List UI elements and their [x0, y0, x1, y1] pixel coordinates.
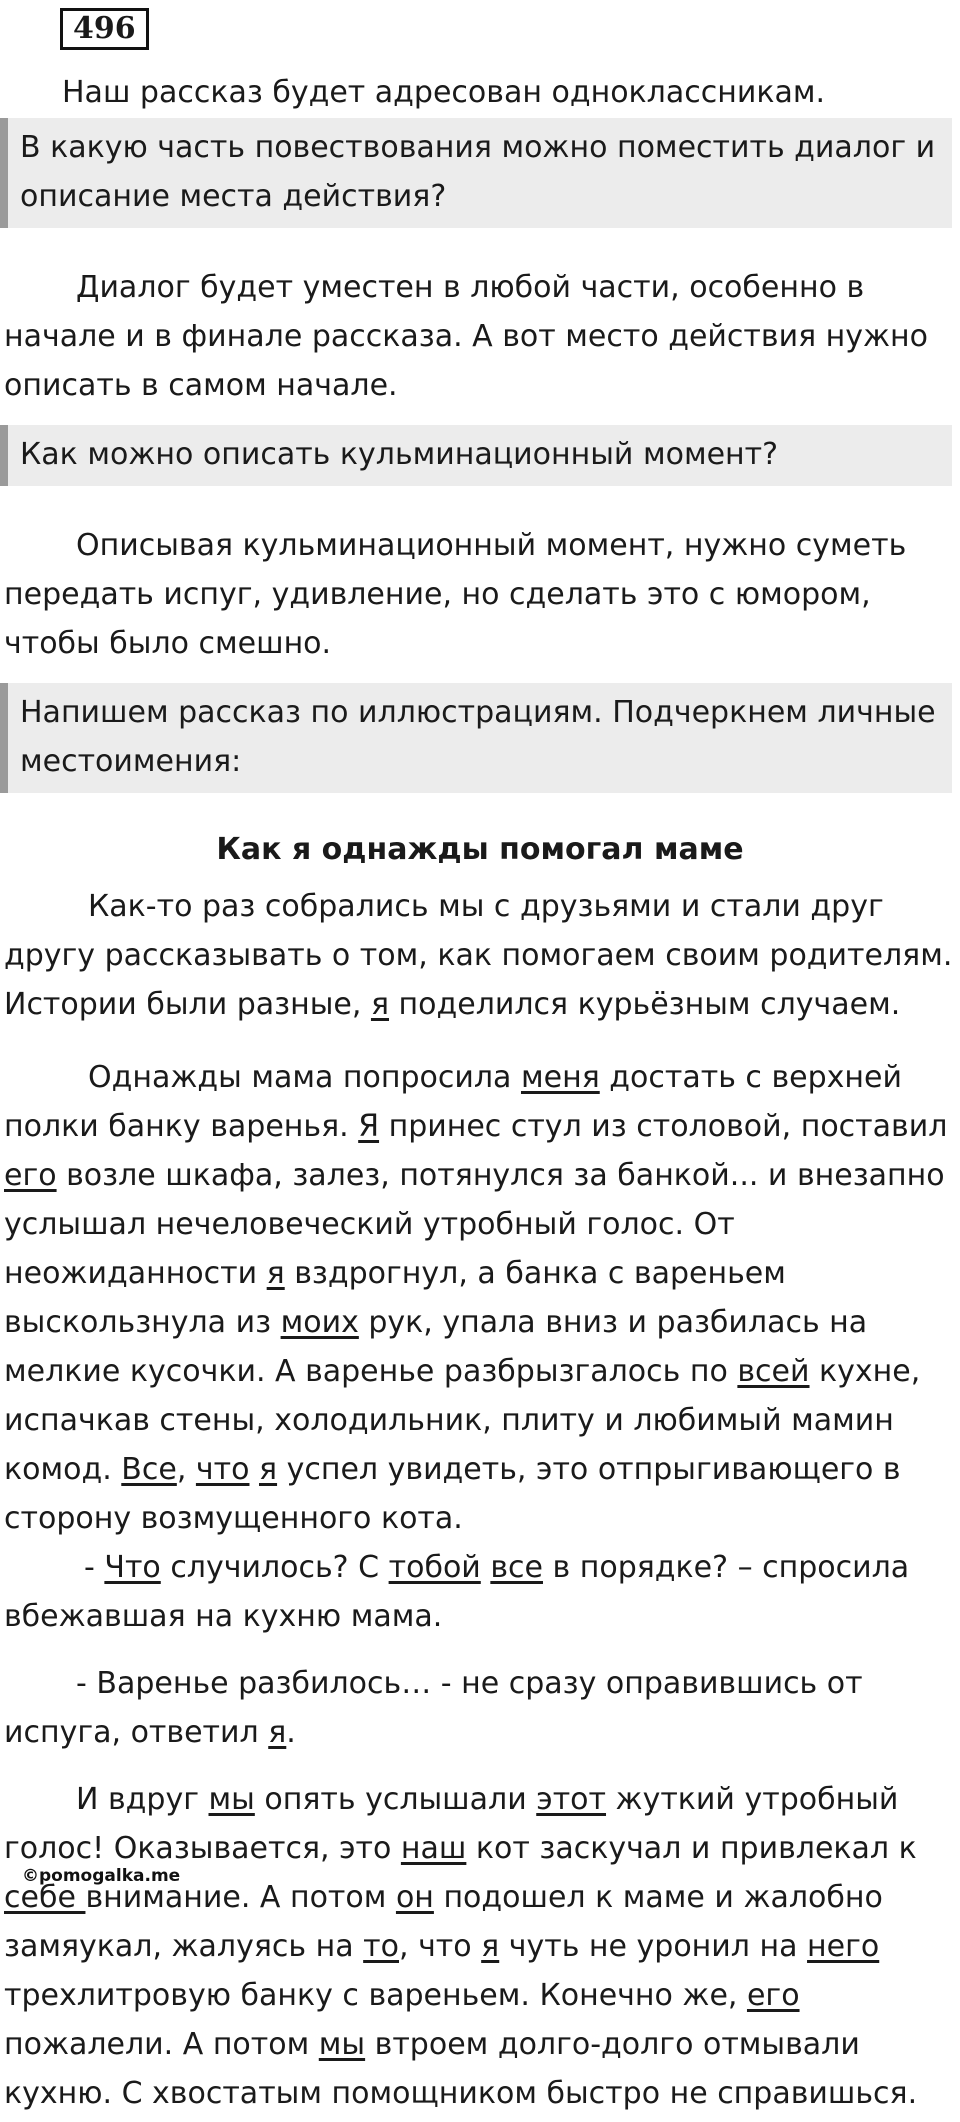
underlined-pronoun: я — [370, 987, 389, 1022]
text-segment: в порядке? – спросила вбежавшая на кухню мама. — [4, 1550, 910, 1634]
text-segment: жуткий утробный голос! Оказывается, это — [4, 1782, 899, 1866]
underlined-pronoun: Что — [104, 1550, 161, 1585]
underlined-pronoun: тобой — [388, 1550, 481, 1585]
story-paragraph-5 — [4, 1775, 954, 2118]
text-segment: случилось? С — [160, 1550, 389, 1585]
text-segment: успел увидеть, это отпрыгивающего в сторону возмущенного кота. — [4, 1452, 901, 1536]
answer-2: Описывая кульминационный момент, нужно суметь передать испуг, удивление, но сделать это с юмором, чтобы было смешно. — [4, 528, 907, 661]
text-segment: вздрогнул, а банка с вареньем выскользнула из — [4, 1256, 786, 1340]
underlined-pronoun: меня — [520, 1060, 600, 1095]
underlined-pronoun: я — [481, 1929, 500, 1964]
underlined-pronoun: Все — [121, 1452, 177, 1487]
text-segment: подошел к маме и жалобно замяукал, жалуясь на — [4, 1880, 883, 1964]
answer-1: Диалог будет уместен в любой части, особенно в начале и в финале рассказа. А вот место действия нужно описать в самом начале. — [4, 270, 929, 403]
text-segment: трехлитровую банку с вареньем. Конечно же, — [4, 1978, 747, 2013]
text-segment: достать с верхней полки банку варенья. — [4, 1060, 902, 1144]
story-title: Как я однажды помогал маме — [216, 832, 744, 867]
underlined-pronoun: моих — [280, 1305, 359, 1340]
story-paragraph-1 — [4, 882, 954, 1029]
text-segment: Как-то раз собрались мы с друзьями и стали друг другу рассказывать о том, как помогаем своим родителям. Истории были разные, — [4, 889, 953, 1022]
question-box-3 — [0, 683, 952, 793]
underlined-pronoun: все — [490, 1550, 543, 1585]
underlined-pronoun: я — [266, 1256, 285, 1291]
question-1: В какую часть повествования можно поместить диалог и описание места действия? — [20, 130, 936, 214]
underlined-pronoun: я — [259, 1452, 278, 1487]
underlined-pronoun: мы — [208, 1782, 255, 1817]
underlined-pronoun: мы — [318, 2027, 366, 2062]
text-segment: - Варенье разбилось… - не сразу оправившись от испуга, ответил — [4, 1666, 863, 1750]
text-segment: принес стул из столовой, поставил — [379, 1109, 948, 1144]
text-segment: возле шкафа, залез, потянулся за банкой... и внезапно услышал нечеловеческий утробный голос. От неожиданности — [4, 1158, 945, 1291]
text-segment: поделился курьёзным случаем. — [389, 987, 901, 1022]
task-number: 496 — [60, 8, 149, 50]
text-segment: - — [84, 1550, 105, 1585]
intro-text: Наш рассказ будет адресован одноклассникам. — [62, 75, 826, 110]
story-dialog-2 — [4, 1659, 954, 1757]
underlined-pronoun: себе — [4, 1880, 86, 1915]
underlined-pronoun: он — [395, 1880, 434, 1915]
text-segment: опять услышали — [254, 1782, 537, 1817]
question-2: Как можно описать кульминационный момент? — [20, 437, 779, 472]
underlined-pronoun: его — [4, 1158, 57, 1193]
underlined-pronoun: этот — [536, 1782, 607, 1817]
text-segment: кухне, испачкав стены, холодильник, плиту и любимый мамин комод. — [4, 1354, 921, 1487]
text-segment: И вдруг — [76, 1782, 209, 1817]
underlined-pronoun: его — [746, 1978, 800, 2013]
text-segment: внимание. А потом — [85, 1880, 396, 1915]
text-segment — [249, 1452, 259, 1487]
underlined-pronoun: что — [195, 1452, 250, 1487]
underlined-pronoun: него — [807, 1929, 880, 1964]
story-paragraph-2 — [4, 1053, 954, 1543]
underlined-pronoun: всей — [737, 1354, 810, 1389]
story-dialog-1 — [4, 1543, 954, 1641]
underlined-pronoun: то — [363, 1929, 399, 1964]
text-segment: , — [176, 1452, 196, 1487]
text-segment: Однажды мама попросила — [88, 1060, 521, 1095]
text-segment: рук, упала вниз и разбилась на мелкие кусочки. А варенье разбрызгалось по — [4, 1305, 868, 1389]
text-segment: чуть не уронил на — [499, 1929, 808, 1964]
underlined-pronoun: Я — [358, 1109, 380, 1144]
watermark: ©pomogalka.me — [22, 1866, 181, 1886]
text-segment: , что — [399, 1929, 482, 1964]
question-box-1 — [0, 118, 952, 228]
text-segment: пожалели. А потом — [4, 2027, 319, 2062]
underlined-pronoun: наш — [400, 1831, 467, 1866]
underlined-pronoun: я — [268, 1715, 287, 1750]
question-box-2 — [0, 425, 952, 486]
text-segment — [481, 1550, 491, 1585]
text-segment: . — [286, 1715, 296, 1750]
question-3: Напишем рассказ по иллюстрациям. Подчеркнем личные местоимения: — [20, 695, 936, 779]
text-segment: кот заскучал и привлекал к — [466, 1831, 917, 1866]
text-segment: втроем долго-долго отмывали кухню. С хвостатым помощником быстро не справишься. — [4, 2027, 918, 2111]
